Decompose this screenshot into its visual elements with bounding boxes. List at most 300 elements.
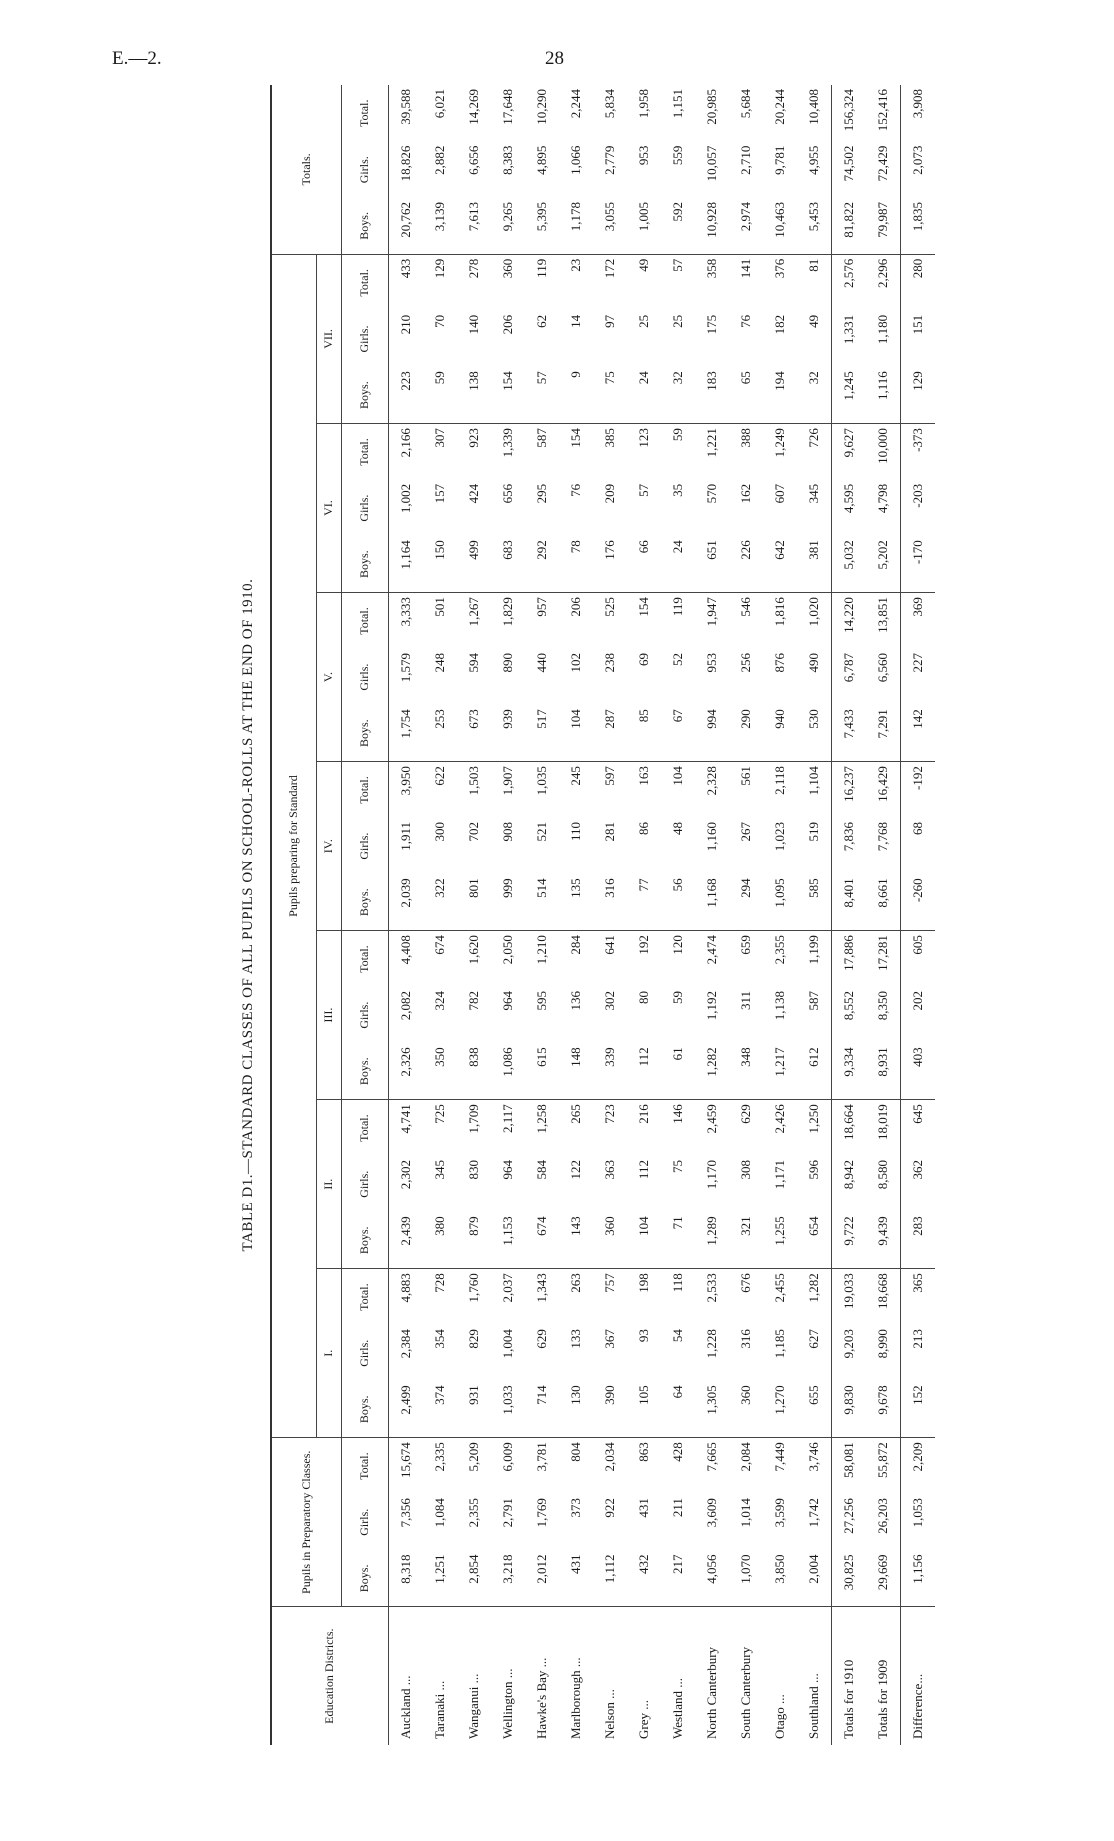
- table-cell: 519: [806, 821, 821, 842]
- table-cell: 133: [568, 1329, 583, 1349]
- table-cell: 2,117: [500, 1104, 515, 1133]
- table-cell: 300: [432, 821, 447, 842]
- table-cell: 3,055: [593, 198, 627, 254]
- table-cell: 112: [627, 1043, 661, 1099]
- table-cell: 2,082: [398, 991, 413, 1021]
- table-cell: 192: [636, 935, 651, 955]
- table-cell: 3,781: [534, 1442, 549, 1472]
- table-cell: 9,439: [866, 1212, 901, 1268]
- table-cell: 629: [534, 1329, 549, 1349]
- table-cell: 5,209: [466, 1442, 481, 1472]
- district-name: Wellington ...: [500, 1668, 515, 1739]
- table-cell: 59: [423, 367, 457, 423]
- table-cell: 142: [901, 705, 936, 761]
- table-cell: 18,668: [875, 1273, 890, 1309]
- table-cell: 69: [636, 652, 651, 666]
- table-cell: 14,269: [466, 89, 481, 125]
- table-cell: 360: [593, 1212, 627, 1268]
- table-cell: 154: [491, 367, 525, 423]
- table-cell: 1,221: [704, 428, 719, 458]
- table-cell: 585: [797, 874, 832, 930]
- table-cell: 838: [457, 1043, 491, 1099]
- table-cell: 61: [661, 1043, 695, 1099]
- district-name: Wanganui ...: [466, 1673, 481, 1739]
- table-cell: 135: [559, 874, 593, 930]
- table-cell: 725: [432, 1104, 447, 1124]
- table-cell: 5,684: [738, 89, 753, 119]
- header-sub-boys: Boys.: [342, 536, 389, 592]
- table-cell: 490: [806, 652, 821, 673]
- table-cell: 256: [738, 652, 753, 673]
- table-row: [695, 85, 729, 1745]
- table-cell: 4,408: [398, 935, 413, 965]
- table-cell: 612: [797, 1043, 832, 1099]
- table-cell: 363: [602, 1160, 617, 1180]
- table-cell: 596: [806, 1160, 821, 1180]
- table-cell: 10,057: [704, 145, 719, 182]
- table-cell: 4,798: [875, 483, 890, 514]
- table-cell: 119: [534, 258, 549, 278]
- header-sub-girls: Girls.: [342, 480, 389, 536]
- table-cell: -260: [901, 874, 936, 930]
- table-cell: 1,004: [500, 1329, 515, 1359]
- table-cell: 32: [661, 367, 695, 423]
- table-cell: 3,139: [423, 198, 457, 254]
- table-cell: 175: [704, 314, 719, 335]
- table-cell: 428: [670, 1442, 685, 1462]
- table-cell: 105: [627, 1381, 661, 1437]
- table-cell: 321: [729, 1212, 763, 1268]
- table-cell: 1,160: [704, 821, 719, 852]
- table-cell: 390: [593, 1381, 627, 1437]
- table-cell: 641: [602, 935, 617, 955]
- table-cell: 674: [432, 935, 447, 955]
- table-cell: 957: [534, 597, 549, 617]
- table-cell: 79,987: [866, 198, 901, 254]
- table-cell: 9,722: [832, 1212, 867, 1268]
- table-cell: 130: [559, 1381, 593, 1437]
- table-cell: 49: [636, 258, 651, 272]
- table-cell: 104: [670, 766, 685, 786]
- table-cell: 227: [901, 649, 936, 705]
- table-cell: 358: [704, 258, 719, 279]
- table-cell: 1,251: [423, 1550, 457, 1606]
- table-cell: 1,171: [772, 1160, 787, 1190]
- table-cell: 302: [602, 991, 617, 1011]
- table-cell: 431: [559, 1550, 593, 1606]
- table-row: [593, 85, 627, 1745]
- table-cell: 1,112: [593, 1550, 627, 1606]
- table-cell: 1,282: [695, 1043, 729, 1099]
- table-cell: 922: [602, 1498, 617, 1518]
- header-sub-girls: Girls.: [342, 818, 389, 874]
- table-cell: 104: [627, 1212, 661, 1268]
- table-cell: 7,613: [457, 198, 491, 254]
- table-cell: 1,282: [806, 1273, 821, 1303]
- header-preparatory: Pupils in Preparatory Classes.: [271, 1438, 342, 1607]
- table-cell: 953: [636, 145, 651, 166]
- table-cell: 584: [534, 1160, 549, 1180]
- table-cell: 879: [457, 1212, 491, 1268]
- table-cell: 1,958: [636, 89, 651, 119]
- header-standard-6: VI.: [317, 424, 342, 593]
- table-cell: 1,199: [806, 935, 821, 965]
- table-row: [729, 85, 763, 1745]
- table-cell: 70: [432, 314, 447, 328]
- district-name: Taranaki ...: [432, 1680, 447, 1739]
- table-cell: 58,081: [832, 1438, 867, 1494]
- table-cell: 57: [636, 483, 651, 497]
- table-cell: 376: [772, 258, 787, 279]
- table-cell: 74,502: [832, 142, 867, 198]
- table-cell: 226: [729, 536, 763, 592]
- table-cell: 295: [534, 483, 549, 504]
- table-cell: 20,244: [772, 89, 787, 125]
- table-cell: 9,265: [491, 198, 525, 254]
- table-cell: 726: [806, 428, 821, 448]
- table-cell: 1,035: [534, 766, 549, 796]
- table-cell: 35: [670, 483, 685, 497]
- table-cell: 1,249: [772, 428, 787, 458]
- table-cell: 19,033: [832, 1269, 867, 1325]
- table-row: [457, 85, 491, 1745]
- table-cell: 81,822: [832, 198, 867, 254]
- table-cell: 1,014: [738, 1498, 753, 1528]
- table-cell: 66: [627, 536, 661, 592]
- totals-1910-row: [832, 85, 867, 1745]
- table-cell: 52: [670, 652, 685, 666]
- header-sub-girls: Girls.: [342, 142, 389, 198]
- table-cell: 3,850: [763, 1550, 797, 1606]
- table-cell: 263: [568, 1273, 583, 1293]
- table-cell: 20,762: [389, 198, 424, 254]
- table-cell: 4,895: [534, 145, 549, 175]
- table-cell: 143: [559, 1212, 593, 1268]
- table-cell: 2,012: [525, 1550, 559, 1606]
- table-cell: 76: [738, 314, 753, 328]
- table-cell: 2,039: [389, 874, 424, 930]
- table-cell: 152,416: [875, 89, 890, 132]
- table-cell: 953: [704, 652, 719, 673]
- table-cell: 311: [738, 991, 753, 1011]
- table-cell: 14: [568, 314, 583, 328]
- header-standard-group: Pupils preparing for Standard: [271, 254, 317, 1437]
- table-cell: 521: [534, 821, 549, 842]
- table-cell: 7,356: [398, 1498, 413, 1528]
- table-cell: 2,474: [704, 935, 719, 965]
- table-cell: 360: [500, 258, 515, 279]
- table-cell: 676: [738, 1273, 753, 1293]
- table-cell: 198: [636, 1273, 651, 1293]
- header-sub-boys: Boys.: [342, 1381, 389, 1437]
- table-cell: 284: [568, 935, 583, 955]
- table-cell: 15,674: [398, 1442, 413, 1478]
- table-cell: 17,886: [832, 931, 867, 987]
- table-cell: 360: [729, 1381, 763, 1437]
- table-cell: 48: [670, 821, 685, 835]
- table-cell: 3,218: [491, 1550, 525, 1606]
- table-cell: 595: [534, 991, 549, 1011]
- table-cell: 20,985: [704, 89, 719, 125]
- table-cell: 5,395: [525, 198, 559, 254]
- table-cell: 238: [602, 652, 617, 673]
- table-cell: 23: [568, 258, 583, 272]
- table-cell: 308: [738, 1160, 753, 1180]
- table-cell: 1,210: [534, 935, 549, 965]
- table-cell: 29,669: [866, 1550, 901, 1606]
- table-cell: 156,324: [832, 85, 867, 142]
- table-cell: 9,830: [832, 1381, 867, 1437]
- table-cell: 10,290: [534, 89, 549, 125]
- table-cell: 3,746: [806, 1442, 821, 1472]
- table-cell: 176: [593, 536, 627, 592]
- table-cell: 651: [695, 536, 729, 592]
- header-sub-total: Total.: [342, 1438, 389, 1494]
- header-totals: Totals.: [271, 85, 342, 254]
- table-cell: 615: [525, 1043, 559, 1099]
- table-cell: 1,255: [763, 1212, 797, 1268]
- table-cell: 16,237: [832, 762, 867, 818]
- table-cell: 150: [423, 536, 457, 592]
- header-sub-boys: Boys.: [342, 1043, 389, 1099]
- table-cell: 136: [568, 991, 583, 1011]
- table-cell: 17,648: [500, 89, 515, 125]
- header-sub-total: Total.: [342, 424, 389, 480]
- table-cell: 622: [432, 766, 447, 786]
- table-cell: 345: [432, 1160, 447, 1180]
- table-cell: 24: [627, 367, 661, 423]
- table-cell: 380: [423, 1212, 457, 1268]
- table-cell: 183: [695, 367, 729, 423]
- header-standard-1: I.: [317, 1269, 342, 1438]
- table-cell: 8,942: [832, 1156, 867, 1212]
- table-cell: 77: [627, 874, 661, 930]
- header-district: Education Districts.: [271, 1607, 389, 1745]
- table-cell: 322: [423, 874, 457, 930]
- table-cell: 7,433: [832, 705, 867, 761]
- table-cell: 3,599: [772, 1498, 787, 1528]
- table-cell: 24: [661, 536, 695, 592]
- district-name: Westland ...: [670, 1677, 685, 1739]
- table-cell: 18,664: [832, 1100, 867, 1156]
- table-cell: 265: [568, 1104, 583, 1124]
- table-cell: 62: [534, 314, 549, 328]
- table-cell: 8,383: [500, 145, 515, 175]
- table-cell: 501: [432, 597, 447, 617]
- table-cell: 2,335: [432, 1442, 447, 1472]
- table-row: [661, 85, 695, 1745]
- table-cell: 140: [466, 314, 481, 335]
- rotated-table-region: [240, 85, 1040, 1745]
- table-cell: 39,588: [398, 89, 413, 125]
- table-cell: 2,084: [738, 1442, 753, 1472]
- table-cell: 339: [593, 1043, 627, 1099]
- table-cell: 530: [797, 705, 832, 761]
- district-name: Totals for 1909: [875, 1659, 890, 1739]
- table-cell: 546: [738, 597, 753, 617]
- table-row: [423, 85, 457, 1745]
- table-cell: 629: [738, 1104, 753, 1124]
- header-sub-boys: Boys.: [342, 367, 389, 423]
- table-cell: 2,455: [772, 1273, 787, 1303]
- table-row: [491, 85, 525, 1745]
- table-cell: 1,270: [763, 1381, 797, 1437]
- table-cell: 1,829: [500, 597, 515, 627]
- table-cell: 1,005: [627, 198, 661, 254]
- district-name: Southland ...: [806, 1673, 821, 1739]
- table-cell: 1,245: [832, 367, 867, 423]
- table-cell: 316: [738, 1329, 753, 1349]
- table-cell: 202: [901, 987, 936, 1043]
- table-row: [797, 85, 832, 1745]
- table-cell: 2,459: [704, 1104, 719, 1134]
- header-sub-girls: Girls.: [342, 1156, 389, 1212]
- table-cell: 3,950: [398, 766, 413, 796]
- district-name: Nelson ...: [602, 1689, 617, 1739]
- header-sub-boys: Boys.: [342, 705, 389, 761]
- table-cell: 1,153: [491, 1212, 525, 1268]
- table-cell: 570: [704, 483, 719, 504]
- table-cell: 345: [806, 483, 821, 504]
- table-cell: 75: [670, 1160, 685, 1174]
- table-cell: 287: [593, 705, 627, 761]
- district-name: North Canterbury: [704, 1646, 719, 1739]
- table-cell: 1,305: [695, 1381, 729, 1437]
- table-cell: 1,086: [491, 1043, 525, 1099]
- table-cell: 267: [738, 821, 753, 842]
- table-cell: 1,579: [398, 652, 413, 683]
- table-cell: 1,170: [704, 1160, 719, 1190]
- table-cell: 307: [432, 428, 447, 448]
- difference-row: [901, 85, 936, 1745]
- table-cell: 2,576: [832, 254, 867, 311]
- table-cell: 112: [636, 1160, 651, 1180]
- table-cell: 4,741: [398, 1104, 413, 1134]
- table-cell: 388: [738, 428, 753, 448]
- table-cell: 163: [636, 766, 651, 786]
- table-cell: -192: [901, 762, 936, 818]
- header-standard-2: II.: [317, 1100, 342, 1269]
- table-cell: 129: [901, 367, 936, 423]
- table-cell: 597: [602, 766, 617, 786]
- header-standard-5: V.: [317, 593, 342, 762]
- table-cell: 123: [636, 428, 651, 448]
- table-cell: 81: [806, 258, 821, 272]
- table-cell: 723: [602, 1104, 617, 1124]
- table-cell: 1,185: [772, 1329, 787, 1359]
- table-cell: 1,178: [559, 198, 593, 254]
- table-cell: 605: [901, 931, 936, 987]
- table-cell: 403: [901, 1043, 936, 1099]
- header-sub-boys: Boys.: [342, 1212, 389, 1268]
- table-cell: 157: [432, 483, 447, 504]
- table-cell: 2,050: [500, 935, 515, 965]
- header-sub-total: Total.: [342, 762, 389, 818]
- table-cell: 18,019: [875, 1104, 890, 1140]
- table-cell: 10,463: [763, 198, 797, 254]
- table-cell: 27,256: [832, 1494, 867, 1550]
- table-cell: 2,384: [398, 1329, 413, 1359]
- table-cell: 7,291: [866, 705, 901, 761]
- table-cell: 940: [763, 705, 797, 761]
- district-name: South Canterbury: [738, 1646, 753, 1739]
- table-cell: 80: [636, 991, 651, 1004]
- table-cell: 1,620: [466, 935, 481, 965]
- table-cell: 18,826: [398, 145, 413, 182]
- table-cell: 1,769: [534, 1498, 549, 1528]
- table-cell: 424: [466, 483, 481, 504]
- table-cell: 110: [568, 821, 583, 841]
- table-cell: 138: [457, 367, 491, 423]
- table-cell: 607: [772, 483, 787, 504]
- table-cell: 374: [423, 1381, 457, 1437]
- table-cell: 1,192: [704, 991, 719, 1021]
- table-cell: 1,258: [534, 1104, 549, 1134]
- table-cell: 6,787: [832, 649, 867, 705]
- header-sub-boys: Boys.: [342, 1550, 389, 1606]
- table-cell: 1,907: [500, 766, 515, 796]
- table-cell: 290: [729, 705, 763, 761]
- table-cell: 172: [602, 258, 617, 279]
- table-cell: 655: [797, 1381, 832, 1437]
- table-cell: 7,836: [832, 818, 867, 874]
- table-cell: 1,228: [704, 1329, 719, 1359]
- table-cell: 152: [901, 1381, 936, 1437]
- table-cell: 8,990: [875, 1329, 890, 1359]
- table-cell: 2,882: [432, 145, 447, 175]
- table-cell: 514: [525, 874, 559, 930]
- table-cell: -203: [901, 480, 936, 536]
- table-cell: 517: [525, 705, 559, 761]
- table-cell: 1,151: [670, 89, 685, 119]
- table-cell: 209: [602, 483, 617, 504]
- table-cell: 67: [661, 705, 695, 761]
- table-cell: 162: [738, 483, 753, 504]
- table-cell: 440: [534, 652, 549, 673]
- header-standard-3: III.: [317, 931, 342, 1100]
- table-cell: 2,118: [772, 766, 787, 795]
- table-cell: 223: [389, 367, 424, 423]
- table-cell: 8,552: [832, 987, 867, 1043]
- table-cell: 55,872: [875, 1442, 890, 1478]
- table-cell: 86: [636, 821, 651, 835]
- header-sub-total: Total.: [342, 85, 389, 142]
- district-name: Marlborough ...: [568, 1657, 583, 1739]
- table-cell: 1,138: [772, 991, 787, 1021]
- table-cell: 587: [534, 428, 549, 448]
- district-name: Otago ...: [772, 1694, 787, 1739]
- table-cell: 1,023: [772, 821, 787, 852]
- table-cell: 876: [772, 652, 787, 673]
- table-cell: 30,825: [832, 1550, 867, 1606]
- table-cell: 278: [466, 258, 481, 279]
- table-cell: 923: [466, 428, 481, 448]
- table-cell: 6,560: [875, 652, 890, 683]
- table-cell: 863: [636, 1442, 651, 1462]
- table-cell: 120: [670, 935, 685, 955]
- table-cell: 102: [568, 652, 583, 673]
- table-cell: 1,250: [806, 1104, 821, 1134]
- table-cell: 594: [466, 652, 481, 673]
- table-cell: 14,220: [832, 593, 867, 649]
- district-name: Grey ...: [636, 1700, 651, 1739]
- table-cell: 211: [670, 1498, 685, 1518]
- table-cell: 2,296: [875, 258, 890, 289]
- table-cell: 1,911: [398, 821, 413, 851]
- table-cell: 9,678: [866, 1381, 901, 1437]
- table-cell: 283: [901, 1212, 936, 1268]
- table-cell: 154: [636, 597, 651, 617]
